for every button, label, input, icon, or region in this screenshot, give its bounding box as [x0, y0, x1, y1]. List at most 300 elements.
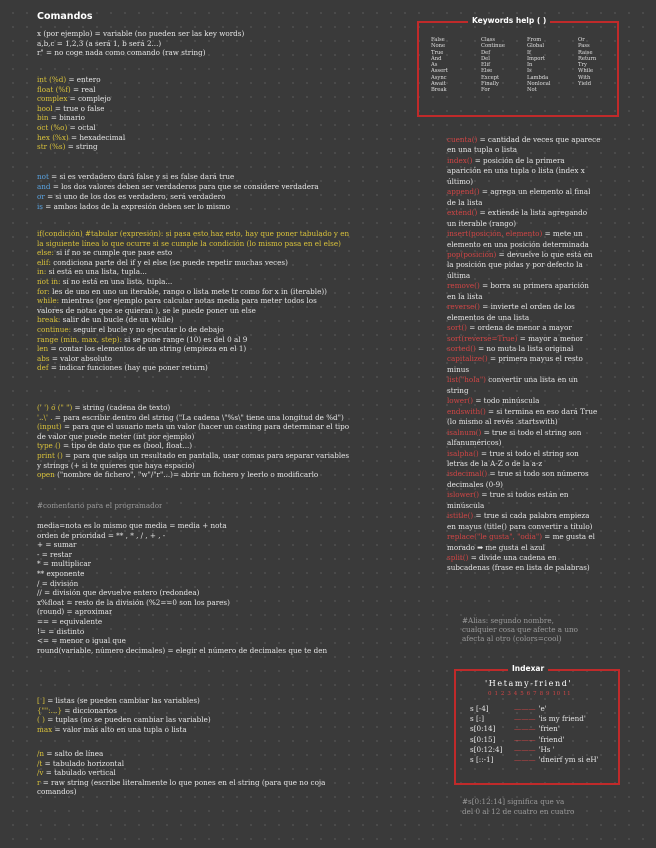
intro-line: x (por ejemplo) = variable (no pueden ser las key words) — [37, 30, 245, 38]
operator-line-keyword: x%float — [37, 598, 65, 607]
operator-line-keyword: orden de prioridad — [37, 531, 106, 540]
footer-line: del 0 al 12 de cuatro en cuatro — [462, 808, 575, 816]
operator-line — [37, 522, 227, 530]
collection-line-text: = diccionarios — [64, 706, 117, 715]
method-line — [447, 293, 483, 301]
logic-line-text: = ambos lados de la expresión deben ser lo mismo — [45, 203, 231, 211]
escape-line-text: = tabulado vertical — [45, 769, 116, 778]
type-line — [37, 95, 111, 103]
method-line — [447, 220, 516, 228]
index-expr: s[0:12:4] — [470, 745, 503, 754]
control-line — [37, 307, 256, 315]
escape-line-keyword: /n — [37, 750, 45, 758]
method-line-text: = true si todo son números — [489, 470, 589, 479]
method-line — [447, 167, 585, 175]
operator-line-text: = elegir el número de decimales que te den — [167, 646, 328, 655]
collection-line — [37, 707, 117, 715]
type-line-keyword: int (%d) — [37, 76, 67, 84]
index-result: 'dneirf ym si eH' — [538, 756, 599, 764]
type-line-keyword: str (%s) — [37, 143, 66, 152]
type-line-text: = string — [67, 143, 98, 152]
method-line-text: = posición de la primera — [474, 156, 565, 165]
method-line-keyword: append() — [447, 188, 480, 197]
method-line-keyword: pop(posición) — [447, 250, 497, 259]
logic-line-keyword: and — [37, 183, 51, 191]
method-line-text: = borra su primera aparición — [482, 282, 589, 291]
logic-line-text: = los dos valores deben ser verdaderos para que se considere verdadera — [52, 183, 319, 191]
control-line-text: = valor absoluto — [51, 354, 112, 363]
operator-line-text: = distinto — [48, 627, 85, 636]
method-line-text: aparición en una tupla o lista (index x — [447, 167, 585, 176]
method-line-text: letras de la A-Z o de la a-z — [447, 459, 543, 468]
string-line — [37, 423, 349, 431]
control-line-text: si no está en una lista, tupla... — [62, 278, 173, 286]
method-line-text: = ordena de menor a mayor — [469, 324, 572, 333]
index-arrow: ——— — [514, 715, 536, 724]
control-line-keyword: in: — [37, 268, 47, 277]
control-line-text: les de uno en uno un iterable, rango o lista mete tr como for x in (iterable)) — [52, 287, 327, 296]
operator-line — [37, 608, 112, 616]
string-line-text: y strings (+ si te quieres que haya espacio) — [37, 461, 195, 470]
index-row — [470, 715, 586, 723]
index-arrow: ——— — [514, 725, 536, 734]
logic-line — [37, 183, 319, 191]
keyword-column: False None True And As Assert Async Await Break — [431, 37, 448, 94]
logic-line — [37, 203, 230, 211]
index-expr: s[0:15] — [470, 735, 496, 744]
method-line — [447, 366, 469, 374]
collection-line — [37, 716, 211, 724]
method-line-text: minúscula — [447, 501, 485, 510]
method-line-text: la posición que pidas y por defecto la — [447, 261, 583, 270]
control-line — [37, 297, 317, 305]
method-line-text: = cantidad de veces que aparece — [479, 136, 601, 144]
type-line-text: = octal — [69, 124, 96, 132]
string-line-text: = para que salga un resultado en pantalla, usar comas para separar variables — [65, 452, 350, 460]
method-line — [447, 450, 579, 458]
operator-line — [37, 570, 84, 578]
comment-line: #comentario para el programador — [37, 502, 163, 510]
method-line-text: en una tupla o lista — [447, 146, 518, 155]
string-line — [37, 452, 349, 460]
string-line-keyword: print () — [37, 452, 63, 460]
collection-line-keyword: max — [37, 725, 53, 734]
method-line — [447, 439, 501, 447]
operator-line-text: = ** , * , / , + , - — [107, 531, 166, 540]
string-line-keyword: '..\' . — [37, 413, 53, 422]
keyword-column: Or Pass Raise Return Try While With Yield — [578, 37, 597, 88]
control-line — [37, 259, 288, 267]
control-line — [37, 364, 208, 372]
keyword-column: Class Continue Def Del Elif Else Except Finally For — [481, 37, 505, 94]
control-line-text: salir de un bucle (de un while) — [62, 316, 174, 325]
method-line — [447, 460, 542, 468]
method-line — [447, 564, 590, 572]
type-line-keyword: oct (%o) — [37, 124, 68, 132]
control-line-keyword: la siguiente línea lo que ocurre si se cumple la condición (lo mismo pasa en el else) — [37, 239, 341, 248]
operator-line-text: = sumar — [45, 541, 77, 550]
method-line — [447, 157, 565, 165]
escape-line — [37, 769, 116, 777]
logic-line-keyword: or — [37, 193, 45, 201]
escape-line — [37, 779, 325, 787]
control-line-keyword: if(condición) #tabular (expresión): si pasa esto haz esto, hay que poner tabulado y en — [37, 230, 350, 238]
operator-line-text: = restar — [41, 550, 73, 559]
type-line-keyword: float (%f) — [37, 85, 71, 94]
type-line-text: = real — [72, 85, 96, 94]
method-line — [447, 418, 558, 426]
control-line-text: si se pone range (10) es del 0 al 9 — [124, 335, 248, 344]
collection-line — [37, 697, 200, 705]
control-line — [37, 249, 172, 257]
control-line — [37, 336, 247, 344]
escape-line-text: = salto de línea — [46, 750, 104, 758]
method-line-keyword: capitalize() — [447, 355, 488, 364]
index-expr: s [-4] — [470, 705, 489, 713]
method-line-text: elemento en una posición determinada — [447, 240, 589, 249]
escape-line — [37, 760, 124, 768]
collection-line-keyword: [ ] — [37, 697, 45, 705]
method-line — [447, 282, 589, 290]
method-line-text: minus — [447, 365, 470, 374]
method-line-keyword: reverse() — [447, 303, 480, 312]
collection-line-text: = tuplas (no se pueden cambiar las variable) — [47, 716, 211, 725]
index-row — [470, 736, 564, 744]
operator-line-keyword: == — [37, 618, 50, 626]
method-line — [447, 512, 589, 520]
type-line-text: = complejo — [69, 95, 111, 104]
string-line-keyword: type () — [37, 442, 61, 451]
operator-line-keyword: != — [37, 627, 46, 636]
operator-line-text: = menor o igual que — [51, 637, 126, 646]
index-numbers: 0 1 2 3 4 5 6 7 8 9 10 11 — [488, 691, 572, 697]
operator-line-keyword: - — [37, 550, 40, 559]
method-line-keyword: istitle() — [447, 512, 474, 521]
method-line — [447, 502, 484, 510]
method-line-text: = extiende la lista agregando — [479, 209, 588, 218]
method-line-keyword: lower() — [447, 397, 474, 406]
collection-line — [37, 726, 187, 734]
method-line — [447, 554, 556, 562]
logic-line-keyword: not — [37, 173, 49, 181]
method-line-keyword: remove() — [447, 282, 480, 291]
operator-line-keyword: / — [37, 579, 40, 588]
method-line-text: = mayor a menor — [519, 334, 584, 343]
method-line-text: = me gusta el — [544, 533, 595, 542]
method-line — [447, 136, 600, 144]
method-line — [447, 146, 517, 154]
method-line-text: = true si cada palabra empieza — [475, 512, 590, 521]
type-line — [37, 134, 125, 142]
method-line — [447, 387, 469, 395]
control-line-keyword: range (min, max, step): — [37, 335, 122, 344]
method-line-text: = no muta la lista original — [478, 345, 574, 353]
operator-line-text: = división — [41, 579, 79, 588]
index-arrow: ——— — [514, 735, 536, 744]
control-line — [37, 268, 147, 276]
control-line — [37, 240, 341, 248]
index-expr: s [:] — [470, 715, 485, 724]
control-line-keyword: break: — [37, 316, 61, 325]
operator-line-text: = división que devuelve entero (redondea) — [44, 589, 200, 598]
index-result: 'frien' — [538, 725, 560, 734]
method-line-text: = si termina en eso dará True — [488, 407, 598, 416]
escape-line — [37, 750, 103, 758]
operator-line — [37, 560, 91, 568]
method-line-text: = devuelve lo que está en — [498, 250, 593, 259]
control-line-keyword: def — [37, 364, 49, 373]
operator-line — [37, 589, 199, 597]
method-line-keyword: sort() — [447, 324, 467, 333]
method-line — [447, 199, 482, 207]
type-line-text: = hexadecimal — [71, 133, 126, 142]
index-title: Indexar — [508, 664, 548, 673]
page-title: Comandos — [37, 11, 93, 22]
control-line — [37, 345, 246, 353]
method-line — [447, 481, 503, 489]
method-line-text: = invierte el orden de los — [482, 303, 575, 312]
control-line-keyword: elif: — [37, 258, 51, 267]
method-line-text: = true si todos están en — [481, 491, 569, 500]
index-result: 'e' — [538, 705, 547, 713]
type-line — [37, 86, 96, 94]
collection-line-text: = valor más alto en una tupla o lista — [54, 725, 187, 734]
type-line — [37, 76, 101, 84]
control-line-text: si está en una lista, tupla... — [48, 268, 147, 277]
method-line-keyword: isdecimal() — [447, 470, 488, 479]
method-line-text: convertir una lista en un — [488, 376, 578, 385]
string-line — [37, 404, 170, 412]
index-row — [470, 746, 555, 754]
operator-line — [37, 618, 102, 626]
type-line — [37, 114, 85, 122]
control-line-keyword: for: — [37, 287, 50, 296]
control-line-text: seguir el bucle y no ejecutar lo de debajo — [73, 326, 224, 334]
control-line — [37, 355, 112, 363]
method-line-keyword: islower() — [447, 491, 480, 500]
type-line — [37, 124, 96, 132]
method-line — [447, 230, 583, 238]
operator-line — [37, 541, 77, 549]
operator-line-keyword: (round) — [37, 608, 65, 617]
string-line-text: = string (cadena de texto) — [74, 404, 171, 412]
escape-line-text: = tabulado horizontal — [44, 759, 125, 768]
method-line — [447, 523, 593, 531]
logic-line-text: = si uno de los dos es verdadero, será verdadero — [47, 193, 226, 201]
index-word: 'Hetamy-friend' — [485, 680, 573, 688]
method-line — [447, 355, 583, 363]
logic-line-keyword: is — [37, 203, 43, 211]
method-line-text: = true si todo el string son — [481, 449, 579, 458]
type-line-text: = binario — [50, 114, 86, 123]
control-line-text: = indicar funciones (hay que poner return) — [50, 364, 208, 373]
method-line — [447, 345, 573, 353]
method-line — [447, 314, 529, 322]
string-line-text: ("nombre de fichero", "w"/"r"...)= abrir un fichero y leerlo o modificarlo — [57, 471, 319, 480]
collection-line-keyword: ( ) — [37, 716, 45, 725]
control-line-keyword: abs — [37, 354, 50, 363]
method-line — [447, 209, 587, 217]
method-line-text: último) — [447, 177, 474, 186]
keyword-column: From Global If Import In Is Lambda Nonlocal Not — [527, 37, 551, 94]
type-line-text: = entero — [68, 76, 101, 84]
operator-line-text: = multiplicar — [42, 560, 92, 569]
method-line — [447, 251, 593, 259]
method-line — [447, 335, 583, 343]
string-line — [37, 471, 318, 479]
index-result: 'is my friend' — [538, 715, 586, 724]
method-line-text: = todo minúscula — [475, 397, 540, 406]
type-line-keyword: complex — [37, 95, 68, 104]
string-line-text: = tipo de dato que es (bool, float...) — [63, 442, 193, 451]
control-line-text: valores de notas que se quieran ), se le puede poner un else — [37, 306, 256, 315]
string-line-text: de valor que puede meter (int por ejemplo) — [37, 432, 195, 441]
method-line-text: un iterable (rango) — [447, 219, 517, 228]
operator-line-keyword: * — [37, 560, 41, 569]
index-expr: s [::-1] — [470, 756, 494, 764]
intro-line: a,b,c = 1,2,3 (a será 1, b será 2...) — [37, 39, 162, 48]
method-line-text: decimales (0-9) — [447, 480, 503, 489]
control-line — [37, 278, 172, 286]
string-line-text: = para escribir dentro del string ("La cadena \"%s\" tiene una longitud de %d") — [54, 413, 344, 422]
note-line: #Alias: segundo nombre, — [462, 617, 554, 625]
method-line-text: = agrega un elemento al final — [481, 188, 591, 197]
index-result: 'friend' — [538, 735, 565, 744]
method-line-keyword: cuenta() — [447, 136, 478, 144]
method-line — [447, 261, 583, 269]
control-line-text: mientras (por ejemplo para calcular notas media para meter todos los — [61, 297, 317, 306]
method-line — [447, 491, 568, 499]
method-line — [447, 324, 572, 332]
method-line-keyword: isalpha() — [447, 449, 479, 458]
operator-line — [37, 628, 84, 636]
method-line — [447, 376, 578, 384]
operator-line-keyword: round(variable, número decimales) — [37, 646, 166, 655]
operator-line-keyword: + — [37, 541, 44, 550]
method-line — [447, 272, 470, 280]
index-row — [470, 756, 599, 764]
string-line — [37, 414, 344, 422]
index-row — [470, 705, 547, 713]
logic-line — [37, 173, 234, 181]
control-line-keyword: while: — [37, 297, 60, 306]
operator-line — [37, 599, 230, 607]
method-line-text: string — [447, 386, 469, 395]
method-line-text: = divide una cadena en — [470, 554, 557, 562]
method-line-text: subcadenas (frase en lista de palabras) — [447, 564, 590, 573]
control-line-keyword: len — [37, 345, 49, 354]
type-line-keyword: bool — [37, 104, 53, 113]
method-line-keyword: extend() — [447, 209, 478, 218]
method-line-text: en la lista — [447, 292, 483, 301]
method-line-text: (lo mismo al revés .startswith) — [447, 418, 558, 427]
index-result: 'Hs ' — [538, 745, 555, 754]
method-line-keyword: list("hola") — [447, 376, 486, 385]
operator-line — [37, 647, 327, 655]
method-line-keyword: index() — [447, 156, 473, 165]
footer-line: #s[0:12:14] significa que va — [462, 798, 565, 806]
index-arrow: ——— — [514, 705, 536, 713]
operator-line-keyword: media=nota — [37, 522, 82, 530]
method-line — [447, 397, 539, 405]
type-line-text: = true o false — [54, 104, 105, 113]
method-line — [447, 533, 595, 541]
index-arrow: ——— — [514, 756, 536, 764]
string-line — [37, 433, 194, 441]
index-row — [470, 725, 560, 733]
string-line — [37, 442, 192, 450]
method-line-keyword: insert(posición, elemento) — [447, 230, 543, 239]
method-line-keyword: sort(reverse=True) — [447, 334, 518, 343]
method-line — [447, 408, 597, 416]
escape-line-keyword: /v — [37, 769, 44, 778]
control-line — [37, 316, 174, 324]
string-line-keyword: (' ') ó (" ") — [37, 404, 73, 412]
method-line-text: última — [447, 271, 471, 280]
method-line-text: morado ➡ me gusta el azul — [447, 543, 545, 552]
operator-line-text: = equivalente — [51, 618, 103, 626]
operator-line-keyword: <= — [37, 637, 50, 646]
method-line-text: = true si todo el string son — [483, 428, 582, 437]
type-line — [37, 105, 104, 113]
keywords-title: Keywords help ( ) — [468, 16, 550, 25]
operator-line-text: = aproximar — [66, 608, 113, 617]
method-line-text: en mayus (title() para convertir a título) — [447, 522, 593, 531]
operator-line-text: = resto de la división (%2==0 son los pares) — [66, 598, 230, 607]
operator-line — [37, 532, 165, 540]
index-expr: s[0:14] — [470, 725, 496, 734]
index-arrow: ——— — [514, 745, 536, 754]
control-line-keyword: not in: — [37, 278, 61, 286]
control-line-keyword: continue: — [37, 326, 72, 334]
method-line-keyword: sorted() — [447, 345, 476, 353]
operator-line-keyword: ** — [37, 570, 45, 578]
control-line — [37, 230, 349, 238]
control-line — [37, 326, 224, 334]
string-line-keyword: (input) — [37, 423, 62, 432]
type-line-keyword: hex (%x) — [37, 133, 69, 142]
method-line — [447, 188, 590, 196]
escape-line-text: comandos) — [37, 788, 77, 797]
operator-line-text: exponente — [46, 570, 85, 578]
operator-line-keyword: // — [37, 589, 42, 598]
method-line — [447, 429, 581, 437]
escape-line-text: = raw string (escribe literalmente lo que pones en el string (para que no coja — [42, 778, 326, 787]
type-line — [37, 143, 98, 151]
method-line-text: elementos de una lista — [447, 313, 530, 322]
intro-line: r" = no coge nada como comando (raw string) — [37, 49, 206, 57]
string-line — [37, 462, 195, 470]
operator-line — [37, 551, 72, 559]
control-line-text: condiciona parte del if y el else (se puede repetir muchas veces) — [53, 258, 288, 267]
logic-line — [37, 193, 225, 201]
method-line-text: alfanuméricos) — [447, 439, 502, 448]
method-line-keyword: split() — [447, 554, 469, 562]
method-line — [447, 470, 589, 478]
method-line — [447, 303, 575, 311]
escape-line-keyword: r — [37, 778, 41, 787]
type-line-keyword: bin — [37, 114, 49, 123]
logic-line-text: = si es verdadero dará false y si es false dará true — [51, 173, 235, 181]
method-line — [447, 241, 589, 249]
method-line-keyword: isalnum() — [447, 428, 482, 437]
control-line-text: = contar los elementos de un string (empieza en el 1) — [50, 345, 247, 354]
method-line-text: de la lista — [447, 198, 483, 207]
method-line-keyword: endswith() — [447, 407, 486, 416]
control-line-keyword: else: — [37, 249, 54, 258]
method-line-text: = mete un — [544, 230, 583, 239]
string-line-keyword: open — [37, 471, 55, 480]
